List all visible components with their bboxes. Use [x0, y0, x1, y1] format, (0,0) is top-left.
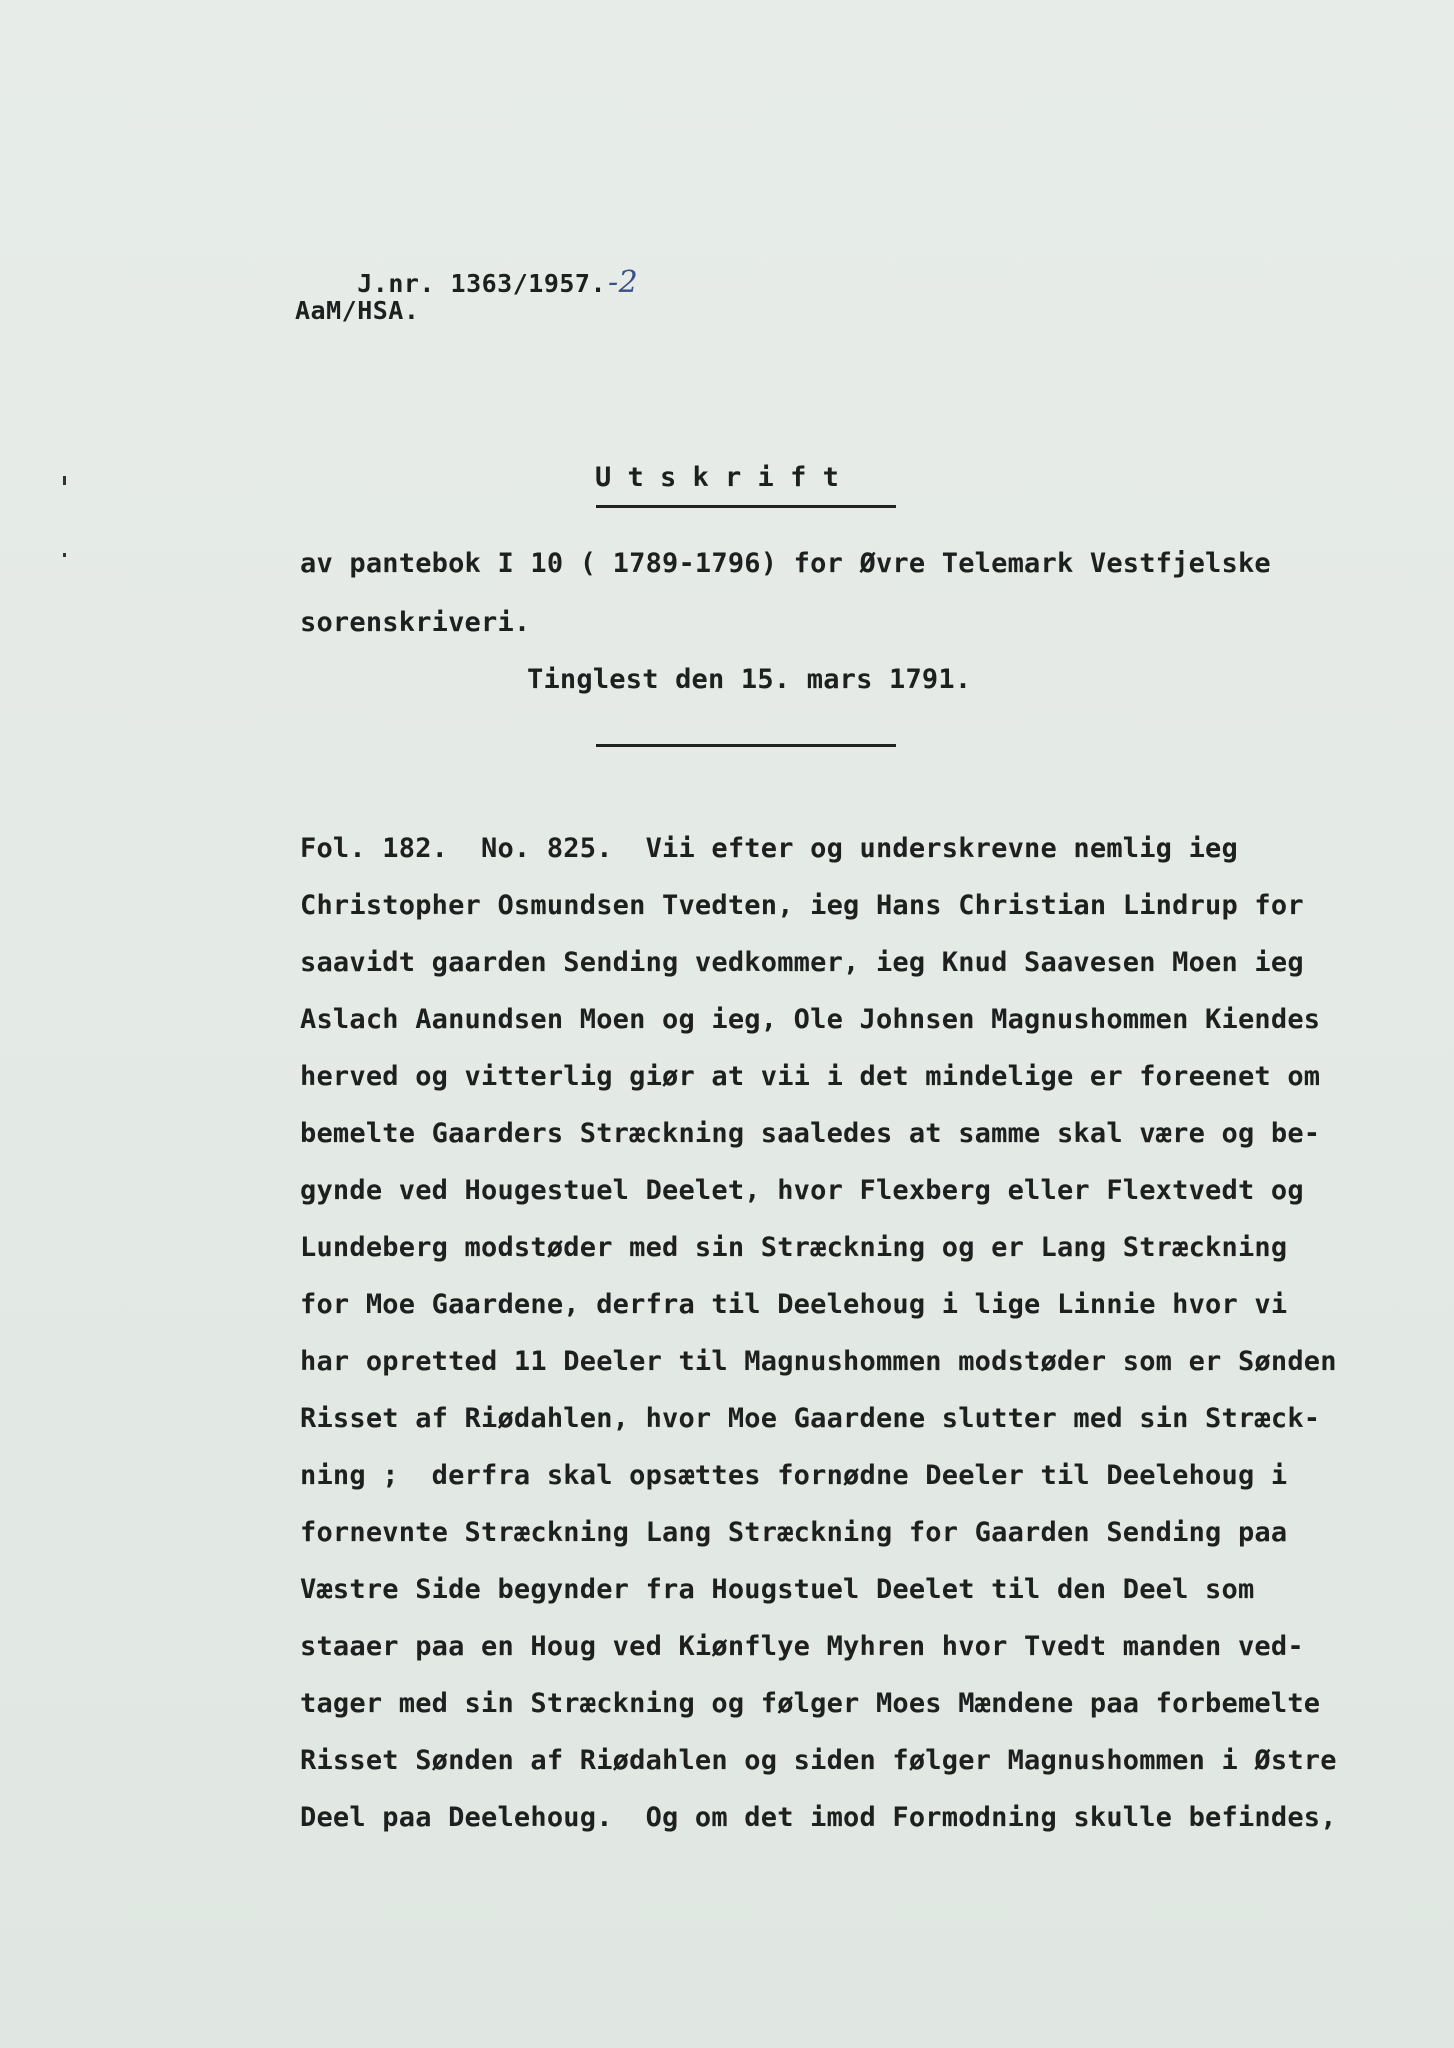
- body-line: Lundeberg modstøder med sin Stræckning og er Lang Stræckning: [300, 1232, 1288, 1263]
- body-line: har opretted 11 Deeler til Magnushommen modstøder som er Sønden: [300, 1346, 1337, 1377]
- body-line: ning ; derfra skal opsættes fornødne Deeler til Deelehoug i: [300, 1460, 1288, 1491]
- body-line: Risset af Riødahlen, hvor Moe Gaardene slutter med sin Stræck-: [300, 1403, 1321, 1434]
- section-divider: [596, 744, 896, 747]
- body-line: staaer paa en Houg ved Kiønflye Myhren hvor Tvedt manden ved-: [300, 1631, 1304, 1662]
- journal-number: J.nr. 1363/1957.: [357, 269, 607, 298]
- title-underline: [596, 505, 896, 508]
- journal-handwritten-suffix: -2: [608, 265, 639, 300]
- tinglest-date: Tinglest den 15. mars 1791.: [527, 664, 972, 695]
- body-line: Risset Sønden af Riødahlen og siden følger Magnushommen i Østre: [300, 1745, 1337, 1776]
- initials: AaM/HSA.: [295, 296, 420, 325]
- body-line: tager med sin Stræckning og følger Moes Mændene paa forbemelte: [300, 1688, 1321, 1719]
- margin-mark: [63, 553, 66, 557]
- body-line: for Moe Gaardene, derfra til Deelehoug i lige Linnie hvor vi: [300, 1289, 1288, 1320]
- document-title: U t s k r i f t: [595, 462, 839, 493]
- body-line: Aslach Aanundsen Moen og ieg, Ole Johnsen Magnushommen Kiendes: [300, 1004, 1321, 1035]
- subtitle-line: sorenskriveri.: [300, 607, 531, 638]
- body-line: bemelte Gaarders Stræckning saaledes at samme skal være og be-: [300, 1118, 1321, 1149]
- body-line: Christopher Osmundsen Tvedten, ieg Hans Christian Lindrup for: [300, 890, 1304, 921]
- body-line: Væstre Side begynder fra Hougstuel Deelet til den Deel som: [300, 1574, 1255, 1605]
- body-line: Fol. 182. No. 825. Vii efter og underskrevne nemlig ieg: [300, 833, 1238, 864]
- body-line: fornevnte Stræckning Lang Stræckning for Gaarden Sending paa: [300, 1517, 1288, 1548]
- body-line: gynde ved Hougestuel Deelet, hvor Flexberg eller Flextvedt og: [300, 1175, 1304, 1206]
- body-line: saavidt gaarden Sending vedkommer, ieg Knud Saavesen Moen ieg: [300, 947, 1304, 978]
- body-line: herved og vitterlig giør at vii i det mindelige er foreenet om: [300, 1061, 1321, 1092]
- body-line: Deel paa Deelehoug. Og om det imod Formodning skulle befindes,: [300, 1802, 1337, 1833]
- margin-mark: [63, 476, 66, 485]
- subtitle-line: av pantebok I 10 ( 1789-1796) for Øvre Telemark Vestfjelske: [300, 548, 1271, 579]
